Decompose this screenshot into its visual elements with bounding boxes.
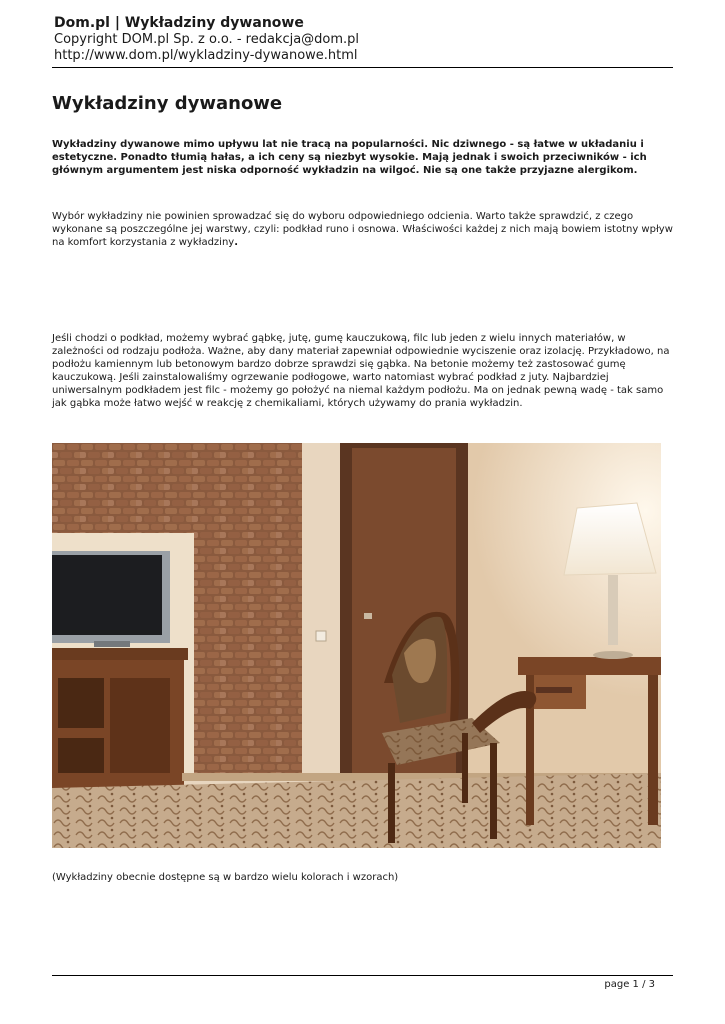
room-photo — [52, 443, 661, 848]
header-copyright: Copyright DOM.pl Sp. z o.o. - redakcja@dom.pl — [54, 32, 360, 47]
footer-divider — [52, 975, 673, 976]
page-header — [54, 14, 674, 64]
article-paragraph-1 — [52, 210, 674, 249]
header-url[interactable]: http://www.dom.pl/wykladziny-dywanowe.html — [54, 48, 358, 63]
article-lead: Wykładziny dywanowe mimo upływu lat nie tracą na popularności. Nic dziwnego - są łatwe w układaniu i estetyczne. Ponadto tłumią hałas, a ich ceny są niezbyt wysokie. Mają jednak i swoich przeciwników - ich głównym argumentem jest niska odporność wykładzin na wilgoć. Nie są one także przyjazne alergikom. — [52, 139, 647, 176]
article-paragraph-2: Jeśli chodzi o podkład, możemy wybrać gąbkę, jutę, gumę kauczukową, filc lub jeden z wielu innych materiałów, w zależności od rodzaju podłoża. Ważne, aby dany materiał zapewniał odpowiednie wyciszenie oraz izolację. Przykładowo, na podłożu kamiennym lub betonowym bardzo dobrze sprawdzi się gąbka. Na betonie możemy też zastosować gumę kauczukową. Jeśli zainstalowaliśmy ogrzewanie podłogowe, warto natomiast wybrać podkład z juty. Najbardziej uniwersalnym podkładem jest filc - możemy go położyć na niemal każdym podłożu. Ma on jednak pewną wadę - tak samo jak gąbka może łatwo wejść w reakcję z chemikaliami, których używamy do prania wykładzin. — [52, 333, 670, 409]
page-number: page 1 / 3 — [604, 979, 655, 990]
article-title: Wykładziny dywanowe — [52, 93, 283, 114]
paragraph-1-text: Wybór wykładziny nie powinien sprowadzać się do wyboru odpowiedniego odcienia. Warto także sprawdzić, z czego wykonane są poszczególne jej warstwy, czyli: podkład runo i osnowa. Właściwości każdej z nich mają bowiem istotny wpływ na komfort korzystania z wykładziny — [52, 211, 673, 248]
header-title: Dom.pl | Wykładziny dywanowe — [54, 15, 304, 31]
header-divider — [52, 67, 673, 68]
image-caption: (Wykładziny obecnie dostępne są w bardzo wielu kolorach i wzorach) — [52, 872, 399, 883]
paragraph-1-end: . — [234, 237, 239, 248]
